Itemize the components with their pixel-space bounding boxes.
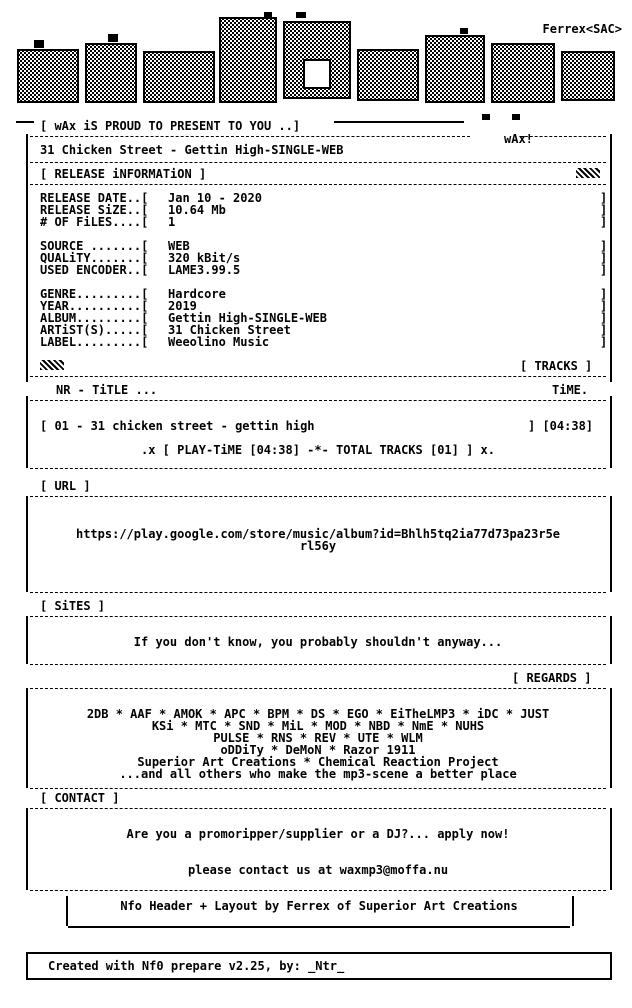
info-label: RELEASE SiZE..[ — [40, 203, 149, 217]
divider — [30, 788, 606, 789]
ascii-credit: Ferrex<SAC> — [542, 22, 622, 36]
divider — [30, 376, 606, 377]
info-bracket: ] — [600, 335, 608, 349]
regards-line: KSi * MTC * SND * MiL * MOD * NBD * NmE * NUHS — [151, 719, 485, 733]
divider — [30, 664, 606, 665]
url-heading: [ URL ] — [40, 479, 91, 493]
info-label: LABEL.........[ — [40, 335, 149, 349]
divider — [68, 926, 570, 928]
info-label: QUALiTY.......[ — [40, 251, 149, 265]
info-label: YEAR..........[ — [40, 299, 149, 313]
wax-ascii-logo — [14, 10, 620, 120]
regards-line: PULSE * RNS * REV * UTE * WLM — [213, 731, 423, 745]
logo-tag: wAx! — [504, 132, 533, 146]
info-value: Jan 10 - 2020 — [168, 191, 262, 205]
divider — [30, 592, 606, 593]
divider — [30, 468, 606, 469]
contact-line-apply: Are you a promoripper/supplier or a DJ?... apply now! — [126, 827, 510, 841]
info-label: USED ENCODER..[ — [40, 263, 149, 277]
info-bracket: ] — [600, 323, 608, 337]
sites-heading: [ SiTES ] — [40, 599, 106, 613]
release-url-continued[interactable]: rl56y — [299, 539, 337, 553]
release-url[interactable]: https://play.google.com/store/music/album?id=Bhlh5tq2ia77d73pa23r5e — [75, 527, 561, 541]
info-value: Hardcore — [168, 287, 226, 301]
created-with: Created with Nf0 prepare v2.25, by: _Ntr_ — [48, 959, 345, 973]
info-label: RELEASE DATE..[ — [40, 191, 149, 205]
divider — [30, 162, 606, 163]
hatch-decoration — [40, 360, 64, 370]
regards-line: Superior Art Creations * Chemical Reaction Project — [137, 755, 499, 769]
info-bracket: ] — [600, 239, 608, 253]
tracks-summary: .x [ PLAY-TiME [04:38] -*- TOTAL TRACKS [01] ] x. — [140, 443, 495, 457]
info-value: 1 — [168, 215, 176, 229]
info-bracket: ] — [600, 191, 608, 205]
divider — [334, 121, 464, 123]
sites-text: If you don't know, you probably shouldn't anyway... — [133, 635, 503, 649]
layout-credit: Nfo Header + Layout by Ferrex of Superior Art Creations — [120, 899, 518, 913]
divider — [30, 136, 470, 137]
regards-heading: [ REGARDS ] — [512, 671, 592, 685]
release-info-heading: [ RELEASE iNFORMATiON ] — [40, 167, 207, 181]
info-value: 2019 — [168, 299, 197, 313]
info-bracket: ] — [600, 299, 608, 313]
info-bracket: ] — [600, 311, 608, 325]
regards-line: 2DB * AAF * AMOK * APC * BPM * DS * EGO * EiTheLMP3 * iDC * JUST — [86, 707, 550, 721]
info-value: Gettin High-SINGLE-WEB — [168, 311, 327, 325]
info-bracket: ] — [600, 251, 608, 265]
regards-line: oDDiTy * DeMoN * Razor 1911 — [220, 743, 416, 757]
tracks-col-title: NR - TiTLE ... — [56, 383, 158, 397]
divider — [30, 890, 606, 891]
divider — [16, 121, 34, 123]
divider — [30, 184, 606, 185]
tracks-col-time: TiME. — [552, 383, 589, 397]
info-value: Weeolino Music — [168, 335, 270, 349]
contact-heading: [ CONTACT ] — [40, 791, 120, 805]
info-bracket: ] — [600, 287, 608, 301]
info-value: WEB — [168, 239, 190, 253]
presents-banner: [ wAx iS PROUD TO PRESENT TO YOU ..] — [40, 119, 301, 133]
contact-frame — [26, 808, 612, 890]
info-label: SOURCE .......[ — [40, 239, 149, 253]
info-value: 31 Chicken Street — [168, 323, 291, 337]
info-label: ALBUM.........[ — [40, 311, 149, 325]
hatch-decoration — [576, 168, 600, 178]
tracks-heading: [ TRACKS ] — [520, 359, 593, 373]
contact-line-email[interactable]: please contact us at waxmp3@moffa.nu — [187, 863, 449, 877]
info-label: # OF FiLES....[ — [40, 215, 149, 229]
divider — [520, 136, 606, 137]
info-value: 10.64 Mb — [168, 203, 226, 217]
info-bracket: ] — [600, 215, 608, 229]
info-value: LAME3.99.5 — [168, 263, 241, 277]
info-bracket: ] — [600, 263, 608, 277]
info-value: 320 kBit/s — [168, 251, 241, 265]
track-title: [ 01 - 31 chicken street - gettin high — [40, 419, 315, 433]
track-time: ] [04:38] — [528, 419, 594, 433]
info-label: GENRE.........[ — [40, 287, 149, 301]
release-title: 31 Chicken Street - Gettin High-SINGLE-WEB — [40, 143, 344, 157]
regards-line: ...and all others who make the mp3-scene a better place — [119, 767, 517, 781]
info-bracket: ] — [600, 203, 608, 217]
info-label: ARTiST(S).....[ — [40, 323, 149, 337]
